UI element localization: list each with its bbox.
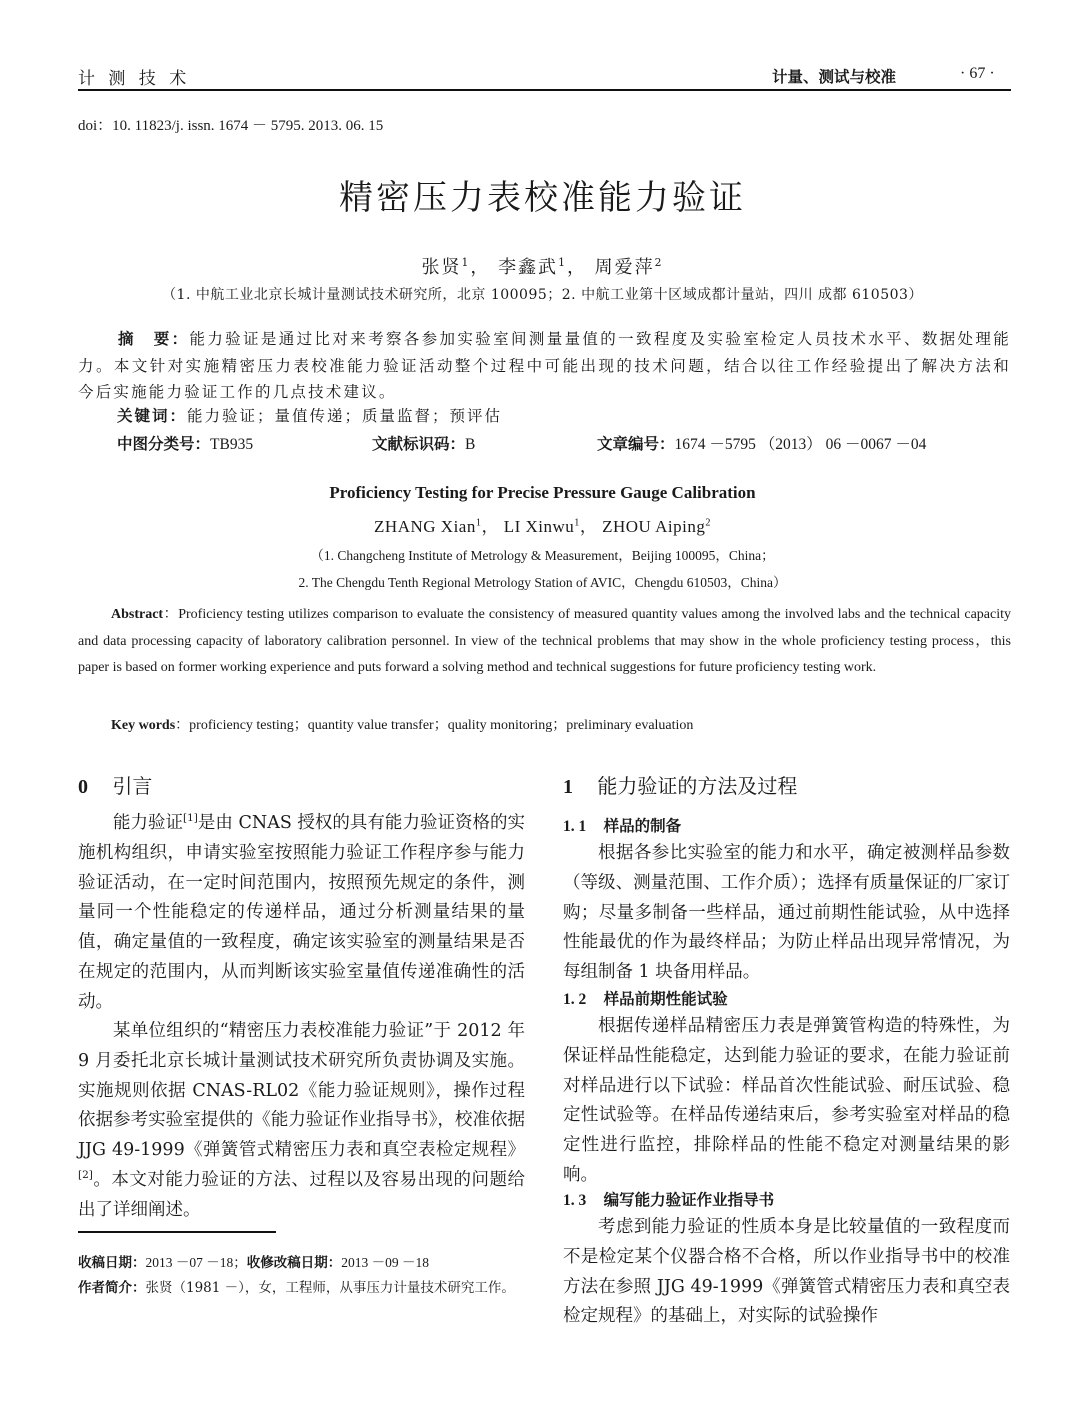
abstract-en-text: ：Proficiency testing utilizes comparison to evaluate the consistency of measured quantity values among the involved labs and the technical capacity and data processing capacity of laboratory calibration personnel. In view of the technical problems that may show in the whole proficiency testing process，this paper is based on former working experience and puts forward a solving method and technical suggestions for future proficiency testing work. [78, 607, 1011, 675]
subsection-1-3-heading: 1. 3 编写能力验证作业指导书 [563, 1191, 775, 1209]
header-rule [78, 89, 1011, 91]
english-author-list: ZHANG Xian$^1$， LI Xinwu$^1$， ZHOU Aiping$^2$ [374, 517, 711, 536]
intro-paragraph-1: 能力验证[1]是由 CNAS 授权的具有能力验证资格的实施机构组织，申请实验室按照能力验证工作程序参与能力验证活动，在一定时间范围内，按照预先规定的条件，测量同一个性能稳定的传递样品，通过分析测量结果的量值，确定量值的一致程度，确定该实验室的测量结果是否在规定的范围内，从而判断该实验室量值传递准确性的活动。 [78, 812, 525, 1012]
article-number: 文章编号：1674 －5795 （2013） 06 －0067 －04 [597, 435, 927, 453]
subsection-1-1-heading: 1. 1 样品的制备 [563, 817, 682, 835]
english-title: Proficiency Testing for Precise Pressure Gauge Calibration [329, 483, 756, 502]
english-affiliation-2: 2. The Chengdu Tenth Regional Metrology Station of AVIC，Chengdu 610503，China） [298, 575, 787, 590]
running-header-journal: 计 测 技 术 [78, 69, 191, 89]
author-3: 周爱萍 [594, 257, 655, 278]
author-2: 李鑫武 [498, 257, 559, 278]
paper-title: 精密压力表校准能力验证 [339, 178, 746, 218]
footnote-dates: 收稿日期：2013 －07 －18；收修改稿日期：2013 －09 －18 [78, 1255, 429, 1271]
subsection-1-1-text: 根据各参比实验室的能力和水平，确定被测样品参数（等级、测量范围、工作介质）；选择有质量保证的厂家订购；尽量多制备一些样品，通过前期性能试验，从中选择性能最优的作为最终样品；为防止样品出现异常情况，为每组制备 1 块备用样品。 [563, 843, 1010, 983]
keywords-cn-label: 关键词： [117, 407, 188, 425]
page-number: · 67 · [960, 65, 995, 82]
doi: doi：10. 11823/j. issn. 1674 － 5795. 2013. 06. 15 [78, 118, 384, 134]
affiliation: （1. 中航工业北京长城计量测试技术研究所，北京 100095；2. 中航工业第十区域成都计量站，四川 成都 610503） [162, 287, 923, 303]
subsection-1-2-heading: 1. 2 样品前期性能试验 [563, 990, 728, 1008]
section-1-heading: 1 能力验证的方法及过程 [563, 774, 798, 798]
section-0-heading: 0 引言 [78, 774, 153, 798]
subsection-1-3-text: 考虑到能力验证的性质本身是比较量值的一致程度而不是检定某个仪器合格不合格，所以作业指导书中的校准方法在参照 JJG 49-1999《弹簧管式精密压力表和真空表检定规程》的基础上，对实际的试验操作 [563, 1217, 1010, 1327]
keywords-cn [117, 404, 502, 426]
author-list: 张贤$^1$， 李鑫武$^1$， 周爱萍$^2$ [421, 256, 664, 278]
subsection-1-2-text: 根据传递样品精密压力表是弹簧管构造的特殊性，为保证样品性能稳定，达到能力验证的要求，在能力验证前对样品进行以下试验：样品首次性能试验、耐压试验、稳定性试验等。在样品传递结束后，参考实验室对样品的稳定性进行监控，排除样品的性能不稳定对测量结果的影响。 [563, 1016, 1010, 1185]
footnote-author: 作者简介：张贤（1981 －），女，工程师，从事压力计量技术研究工作。 [78, 1280, 515, 1296]
footnote-rule [78, 1231, 276, 1233]
abstract-en-label: Abstract [111, 607, 164, 622]
abstract-cn [78, 326, 1011, 406]
clc-number: 中图分类号：TB935 [117, 435, 254, 453]
abstract-cn-label: 摘 要： [118, 330, 190, 348]
abstract-cn-text: 能力验证是通过比对来考察各参加实验室间测量量值的一致程度及实验室检定人员技术水平、数据处理能力。本文针对实施精密压力表校准能力验证活动整个过程中可能出现的技术问题，结合以往工作经验提出了解决方法和今后实施能力验证工作的几点技术建议。 [78, 330, 1011, 401]
english-affiliation-1: （1. Changcheng Institute of Metrology & Measurement，Beijing 100095，China； [310, 548, 775, 563]
document-code: 文献标识码：B [372, 435, 476, 453]
abstract-en [78, 602, 1011, 682]
keywords-en: Key words：proficiency testing；quantity value transfer；quality monitoring；preliminary evaluation [111, 718, 694, 733]
intro-paragraph-2: 某单位组织的“精密压力表校准能力验证”于 2012 年 9 月委托北京长城计量测试技术研究所负责协调及实施。实施规则依据 CNAS-RL02《能力验证规则》，操作过程依据参考实验室提供的《能力验证作业指导书》，校准依据 JJG 49-1999《弹簧管式精密压力表和真空表检定规程》[2]。本文对能力验证的方法、过程以及容易出现的问题给出了详细阐述。 [78, 1021, 525, 1220]
author-1: 张贤 [421, 257, 462, 278]
running-header-section: 计量、测试与校准 [772, 68, 897, 86]
keywords-cn-text: 能力验证；量值传递；质量监督；预评估 [187, 407, 503, 425]
